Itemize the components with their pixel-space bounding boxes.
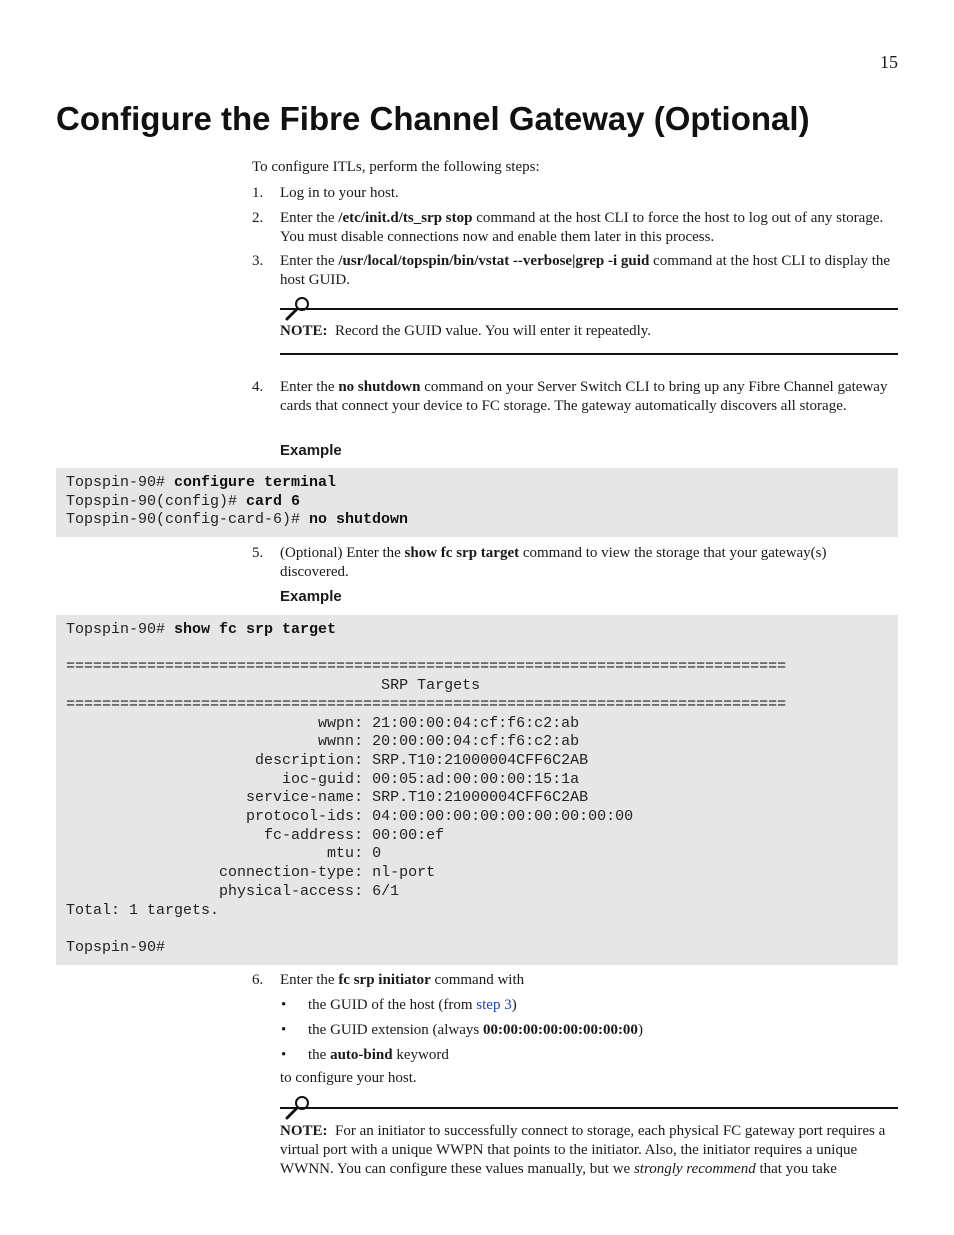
step-number: 4. <box>252 379 264 395</box>
intro-text: To configure ITLs, perform the following steps: <box>252 159 540 175</box>
code-block: Topspin-90# configure terminal Topspin-90(config)# card 6 Topspin-90(config-card-6)# no shutdown <box>56 468 898 537</box>
page-title: Configure the Fibre Channel Gateway (Optional) <box>56 100 810 137</box>
step-number: 1. <box>252 185 264 201</box>
code-field-row: description: SRP.T10:21000004CFF6C2AB <box>255 751 589 769</box>
note-top-rule <box>280 308 898 310</box>
step-text: Enter the /usr/local/topspin/bin/vstat --verbose|grep -i guid command at the host CLI to display the host GUID. <box>280 253 891 288</box>
page-number: 15 <box>880 52 898 72</box>
code-field-row: wwpn: 21:00:00:04:cf:f6:c2:ab <box>318 714 580 732</box>
code-field-row: protocol-ids: 04:00:00:00:00:00:00:00:00:00 <box>246 808 634 826</box>
bullet-marker: • <box>281 1047 287 1063</box>
note-text: NOTE: Record the GUID value. You will enter it repeatedly. <box>280 323 652 339</box>
code-field-row: fc-address: 00:00:ef <box>264 826 445 844</box>
step-text: (Optional) Enter the show fc srp target command to view the storage that your gateway(s) discovered. <box>280 545 827 580</box>
code-header: SRP Targets <box>381 677 481 695</box>
code-field-row: wwnn: 20:00:00:04:cf:f6:c2:ab <box>318 733 580 751</box>
bullet-marker: • <box>281 1022 287 1038</box>
bullet-marker: • <box>281 997 287 1013</box>
after-bullets-text: to configure your host. <box>280 1070 417 1086</box>
example-label: Example <box>280 588 342 605</box>
note-text: NOTE: For an initiator to successfully connect to storage, each physical FC gateway port requires a virtual port with a unique WWPN that points to the initiator. Also, the initiator requires a unique WWNN. You can configure these values manually, but we strongly recommend that you take <box>280 1123 886 1177</box>
code-field-row: physical-access: 6/1 <box>219 882 400 900</box>
step-text: Enter the /etc/init.d/ts_srp stop command at the host CLI to force the host to log out of any storage. You must disable connections now and enable them later in this process. <box>280 210 884 245</box>
note-top-rule <box>280 1107 898 1109</box>
note-bottom-rule <box>280 353 898 355</box>
step-text: Log in to your host. <box>280 185 399 201</box>
command-text: /usr/local/topspin/bin/vstat --verbose|grep -i guid <box>338 253 650 269</box>
step-number: 6. <box>252 972 264 988</box>
command-text: show fc srp target <box>404 545 520 561</box>
step-text: Enter the fc srp initiator command with <box>280 972 525 988</box>
step-3-link[interactable]: step 3 <box>476 997 512 1013</box>
command-text: fc srp initiator <box>338 972 431 988</box>
code-field-row: ioc-guid: 00:05:ad:00:00:00:15:1a <box>282 770 580 788</box>
list-item: the GUID extension (always 00:00:00:00:00:00:00:00) <box>308 1022 643 1038</box>
code-block: Topspin-90# show fc srp target ================================================================================ SRP Targets ================================================================================ wwpn: 21:00:00:04:cf:f6:c2:ab wwnn: 20:00:00:04:cf:f6:c2:ab description: SRP.T10:21000004CFF6C2AB ioc-guid: 00:05:ad:00:00:00:15:1a service-name: SRP.T10:21000004CFF6C2AB protocol-ids: 04:00:00:00:00:00:00:00:00:00 fc-address: 00:00:ef mtu: 0 connection-type: nl-port physical-access: 6/1 Total: 1 targets. Topspin-90# <box>56 615 898 965</box>
command-text: no shutdown <box>338 379 421 395</box>
command-text: /etc/init.d/ts_srp stop <box>338 210 473 226</box>
step-number: 2. <box>252 210 264 226</box>
step-number: 3. <box>252 253 264 269</box>
code-field-row: service-name: SRP.T10:21000004CFF6C2AB <box>246 789 589 807</box>
step-text: Enter the no shutdown command on your Server Switch CLI to bring up any Fibre Channel gateway cards that connect your device to FC storage. The gateway automatically discovers all storage. <box>280 379 888 414</box>
code-field-row: mtu: 0 <box>327 845 382 863</box>
code-field-row: connection-type: nl-port <box>219 864 436 882</box>
step-number: 5. <box>252 545 264 561</box>
list-item: the auto-bind keyword <box>308 1047 449 1063</box>
example-label: Example <box>280 442 342 459</box>
list-item: the GUID of the host (from step 3) <box>308 997 517 1013</box>
